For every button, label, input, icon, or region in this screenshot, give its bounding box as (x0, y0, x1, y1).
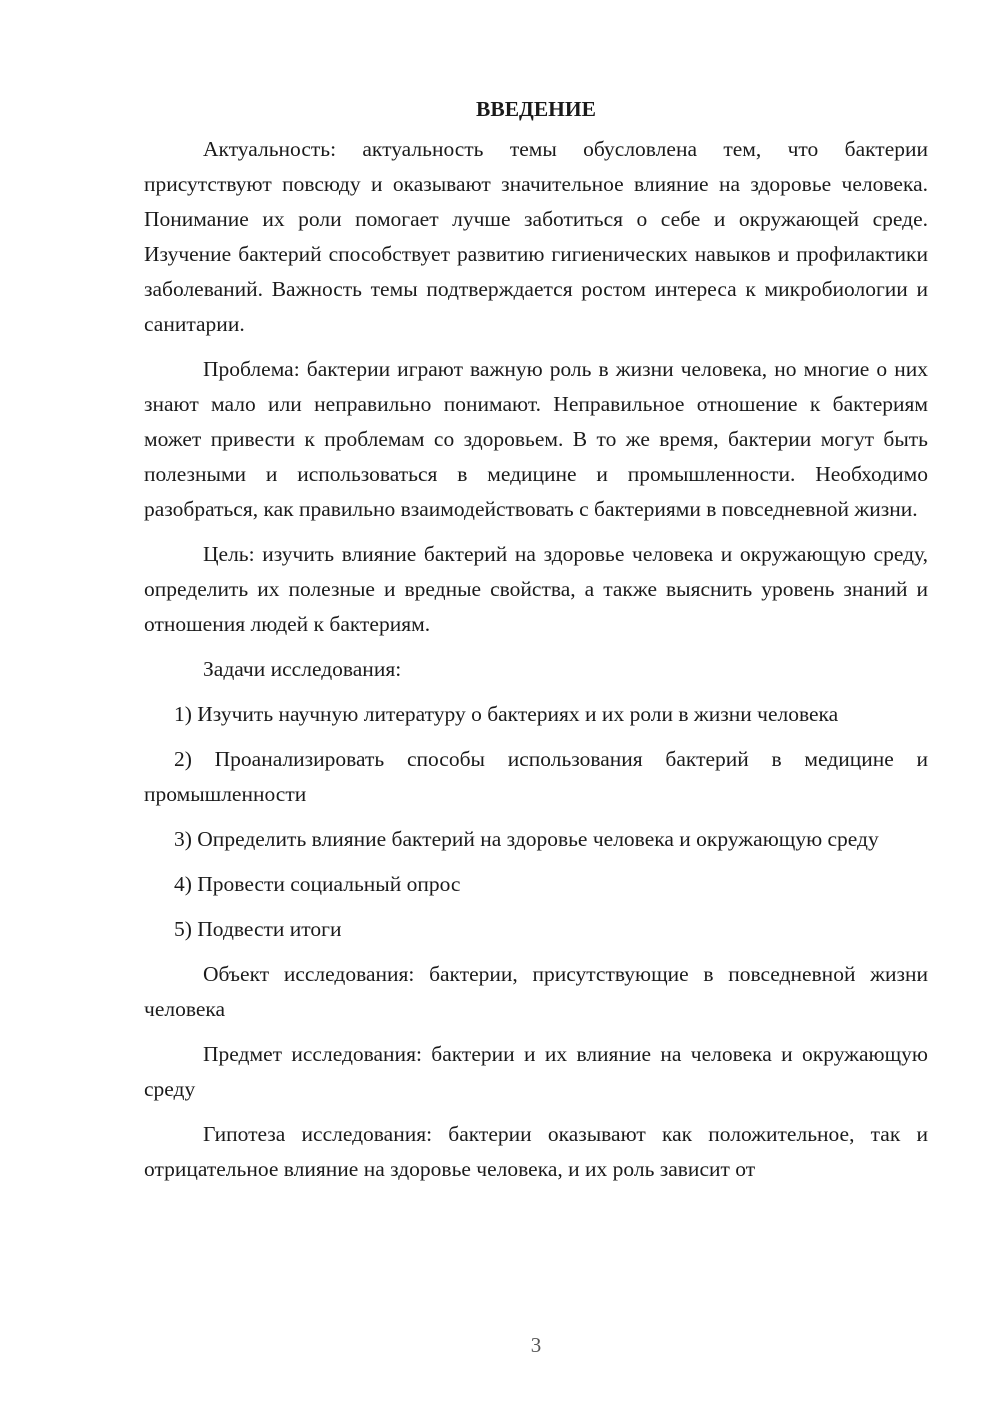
task-item: 3) Определить влияние бактерий на здоровье человека и окружающую среду (174, 827, 879, 851)
task-item: 1) Изучить научную литературу о бактериях и их роли в жизни человека (174, 702, 839, 726)
relevance-paragraph: Актуальность: актуальность темы обусловлена тем, что бактерии присутствуют повсюду и оказывают значительное влияние на здоровье человека. Понимание их роли помогает лучше заботиться о себе и окружающей среде. Изучение бактерий способствует развитию гигиенических навыков и профилактики заболеваний. Важность темы подтверждается ростом интереса к микробиологии и санитарии. (144, 137, 928, 336)
page-number: 3 (530, 1333, 542, 1357)
goal-paragraph: Цель: изучить влияние бактерий на здоровье человека и окружающую среду, определить их полезные и вредные свойства, а также выяснить уровень знаний и отношения людей к бактериям. (144, 542, 928, 636)
document-page (144, 92, 928, 1197)
hypothesis-paragraph: Гипотеза исследования: бактерии оказывают как положительное, так и отрицательное влияние на здоровье человека, и их роль зависит от (144, 1122, 928, 1181)
task-item: 4) Провести социальный опрос (174, 872, 461, 896)
object-paragraph: Объект исследования: бактерии, присутствующие в повседневной жизни человека (144, 962, 928, 1021)
subject-paragraph: Предмет исследования: бактерии и их влияние на человека и окружающую среду (144, 1042, 928, 1101)
task-item: 5) Подвести итоги (174, 917, 342, 941)
tasks-heading: Задачи исследования: (203, 657, 402, 681)
page-title: ВВЕДЕНИЕ (476, 97, 596, 121)
problem-paragraph: Проблема: бактерии играют важную роль в жизни человека, но многие о них знают мало или неправильно понимают. Неправильное отношение к бактериям может привести к проблемам со здоровьем. В то же время, бактерии могут быть полезными и использоваться в медицине и промышленности. Необходимо разобраться, как правильно взаимодействовать с бактериями в повседневной жизни. (144, 357, 928, 521)
task-item: 2) Проанализировать способы использования бактерий в медицине и промышленности (144, 747, 928, 806)
